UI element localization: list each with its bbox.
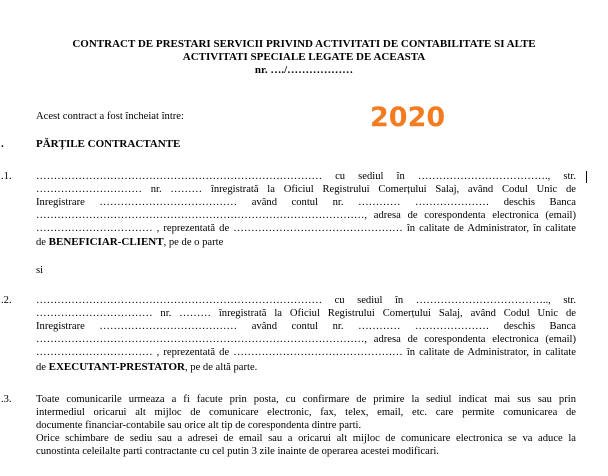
intro-text: Acest contract a fost încheiat între: [36, 111, 184, 122]
clause-3-line-2: intermediul oricarui alt mijloc de comunicare electronic, fax, telex, email, etc. care permite comunicarea de [36, 407, 576, 418]
conjunction-si: si [36, 265, 44, 276]
clause-1-role-suffix: , pe de o parte [163, 237, 224, 248]
clause-3-line-3: documente financiar-contabile sau orice alt tip de corespondenta dintre parti. [36, 420, 362, 431]
text-cursor [586, 171, 587, 183]
section-title: PĂRȚILE CONTRACTANTE [36, 138, 181, 150]
clause-2-role: EXECUTANT-PRESTATOR [48, 361, 185, 373]
clause-2-line-4: …………………………………………………………………………………, adresa de corespondenta electronica (email) [36, 334, 576, 345]
clause-1-number: .1. [1, 171, 12, 182]
clause-3-number: .3. [1, 394, 12, 405]
clause-2-number: .2. [1, 295, 12, 306]
clause-2-line-3: Inregistrare ………………………………… având contul nr. ………… ………………… deschis Banca [36, 321, 576, 332]
clause-2-line-1: ……………………………………………………………………… cu sediul în ……………………………….., str. [36, 295, 576, 306]
clause-2-line-5: …………………………… , reprezentată de ………………………………………… în calitate de Administrator, in calitate [36, 347, 576, 358]
clause-1-line-1: ……………………………………………………………………… cu sediul în ………………………………., str. [36, 171, 576, 182]
clause-2-role-suffix: , pe de altă parte. [184, 362, 258, 373]
clause-1-line-4: …………………………………………………………………………………, adresa de corespondenta electronica (email) [36, 210, 576, 221]
clause-1-role-prefix: de [36, 237, 49, 248]
clause-1-role: BENEFICIAR-CLIENT [48, 236, 164, 248]
clause-3-line-4: Orice schimbare de sediu sau a adresei de email sau a oricarui alt mijloc de comunicare electronica se va aduce la [36, 433, 576, 444]
year-stamp: 2020 [370, 102, 446, 133]
contract-number-line: nr. …./……………… [254, 64, 354, 76]
clause-1-line-3: Inregistrare ………………………………… având contul nr. ………… ………………… deschis Banca [36, 197, 576, 208]
clause-1-line-2: ………………………… nr. ……… înregistrată la Oficiul Registrului Comerțului Salaj, având Codul Unic de [36, 184, 576, 195]
clause-3-line-5: cunostinta celeilalte parti contractante cu cel putin 3 zile inainte de operarea acestei modificari. [36, 446, 439, 457]
clause-2-line-2: …………………………… nr. ……… înregistrată la Oficiul Registrului Comerțului Salaj, având Codul Unic de [36, 308, 576, 319]
section-marker: . [1, 138, 4, 150]
clause-3-line-1: Toate comunicarile urmeaza a fi facute prin posta, cu confirmare de primire la sediul indicat mai sus sau prin [36, 394, 576, 405]
clause-2-role-line [36, 361, 576, 373]
contract-title-line-1: CONTRACT DE PRESTARI SERVICII PRIVIND ACTIVITATI DE CONTABILITATE SI ALTE [72, 38, 536, 50]
clause-1-line-5: …………………………… , reprezentată de ………………………………………… în calitate de Administrator, în calitate [36, 223, 576, 234]
contract-title-line-2: ACTIVITATI SPECIALE LEGATE DE ACEASTA [182, 51, 426, 63]
clause-2-role-prefix: de [36, 362, 49, 373]
clause-1-role-line [36, 236, 576, 248]
